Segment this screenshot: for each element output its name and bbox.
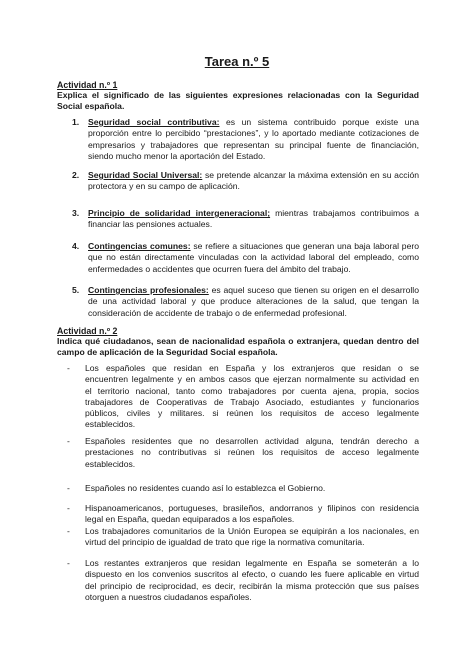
- bullet-line: Hispanoamericanos, portugueses, brasileños, andorranos y filipinos con residencia: [85, 503, 419, 513]
- item-line: es un sistema contribuido porque existe una: [219, 117, 420, 127]
- item-line: siendo mucho menor la aportación del Estado.: [88, 150, 266, 161]
- bullet-line: establecidos.: [85, 458, 136, 469]
- bullet-item-2: [63, 436, 419, 470]
- bullet-dash: -: [67, 558, 70, 568]
- bullet-line: Los restantes extranjeros que residan legalmente en España se someterán a lo: [85, 558, 419, 568]
- bullet-line: encuentren legalmente y en ambos casos que ejerzan normalmente su actividad en: [85, 374, 419, 385]
- item-line: se refiere a situaciones que generan una baja laboral pero: [190, 241, 420, 251]
- bullet-dash: -: [67, 483, 70, 493]
- item-number: 4.: [72, 241, 80, 251]
- bullet-dash: -: [67, 363, 70, 373]
- item-line: se pretende alcanzar la máxima extensión en su acción: [202, 170, 420, 180]
- bullet-item-4: [63, 503, 419, 526]
- item-term: Principio de solidaridad intergeneracional;: [88, 208, 271, 218]
- bullet-item-6: [63, 558, 419, 603]
- bullet-line: Españoles residentes que no desarrollen actividad alguna, tendrán derecho a: [85, 436, 419, 446]
- bullet-line: otorguen a nuestros ciudadanos españoles.: [85, 591, 252, 602]
- item-term: Contingencias profesionales:: [88, 285, 209, 295]
- item-line: protectora y en su campo de aplicación.: [88, 181, 240, 192]
- bullet-item-5: [63, 526, 419, 549]
- bullet-line: públicos, civiles y militares. si reúnen los requisitos de acceso legalmente: [85, 408, 419, 419]
- item-line: empresarios y trabajadores que representan su principal fuente de financiación,: [88, 139, 419, 150]
- item-number: 2.: [72, 170, 80, 180]
- bullet-dash: -: [67, 436, 70, 446]
- item-term: Seguridad Social Universal:: [88, 170, 203, 180]
- item-number: 1.: [72, 117, 80, 127]
- bullet-line: establecidos.: [85, 419, 136, 430]
- list-item-3: [60, 208, 419, 231]
- item-line: es aquel suceso que tienen su origen en el desarrollo: [208, 285, 419, 295]
- activity-2-question: Indica qué ciudadanos, sean de nacionalidad española o extranjera, quedan dentro del campo de aplicación de la Seguridad Social española.: [57, 336, 419, 358]
- bullet-line: dispuesto en los convenios suscritos al efecto, o cuando les fuere aplicable en virtud: [85, 569, 419, 580]
- item-line: de una actividad laboral y que produce alteraciones de la salud, que tengan la: [88, 296, 419, 307]
- bullet-line: Españoles no residentes cuando así lo establezca el Gobierno.: [85, 483, 326, 493]
- bullet-line: trabajadores de Cooperativas de Trabajo Asociado, estudiantes y funcionarios: [85, 396, 419, 407]
- bullet-line: del principio de reciprocidad, es decir, recibirán la misma protección que sus países: [85, 580, 419, 591]
- bullet-line: virtud del principio de igualdad de trato que rige la normativa comunitaria.: [85, 537, 365, 548]
- item-line: financiar las pensiones actuales.: [88, 219, 213, 230]
- activity-2-heading: Actividad n.º 2: [57, 326, 118, 336]
- bullet-dash: -: [67, 503, 70, 513]
- bullet-dash: -: [67, 526, 70, 536]
- item-term: Contingencias comunes:: [88, 241, 191, 251]
- bullet-line: Los españoles que residan en España y los extranjeros que residan o se: [85, 363, 419, 373]
- activity-1-heading: Actividad n.º 1: [57, 80, 118, 90]
- item-term: Seguridad social contributiva:: [88, 117, 220, 127]
- bullet-item-3: [63, 483, 419, 494]
- list-item-1: [60, 117, 419, 162]
- item-line: que no están directamente vinculadas con la actividad laboral del empleado, como: [88, 252, 419, 263]
- item-number: 5.: [72, 285, 80, 295]
- item-line: mientras trabajamos contribuimos a: [270, 208, 419, 218]
- activity-1-question: Explica el significado de las siguientes expresiones relacionadas con la Seguridad Social española.: [57, 90, 419, 112]
- list-item-5: [60, 285, 419, 319]
- item-line: proporción entre lo percibido “prestaciones”, y lo aportado mediante cotizaciones de: [88, 128, 419, 139]
- bullet-item-1: [63, 363, 419, 431]
- page-title: Tarea n.º 5: [204, 54, 270, 69]
- list-item-2: [60, 170, 419, 193]
- item-line: enfermedades o accidentes que ocurren fuera del ámbito del trabajo.: [88, 263, 351, 274]
- bullet-line: prestaciones no contributivas si reúnen los requisitos de acceso legalmente: [85, 447, 419, 458]
- item-number: 3.: [72, 208, 80, 218]
- item-line: consideración de accidente de trabajo o de enfermedad profesional.: [88, 307, 347, 318]
- bullet-line: el territorio nacional, tanto como trabajadores por cuenta ajena, propia, socios: [85, 385, 419, 396]
- bullet-line: legal en España, quedan equiparados a los españoles.: [85, 514, 295, 525]
- bullet-line: Los trabajadores comunitarios de la Unión Europea se equipirán a los nacionales, en: [85, 526, 419, 536]
- list-item-4: [60, 241, 419, 275]
